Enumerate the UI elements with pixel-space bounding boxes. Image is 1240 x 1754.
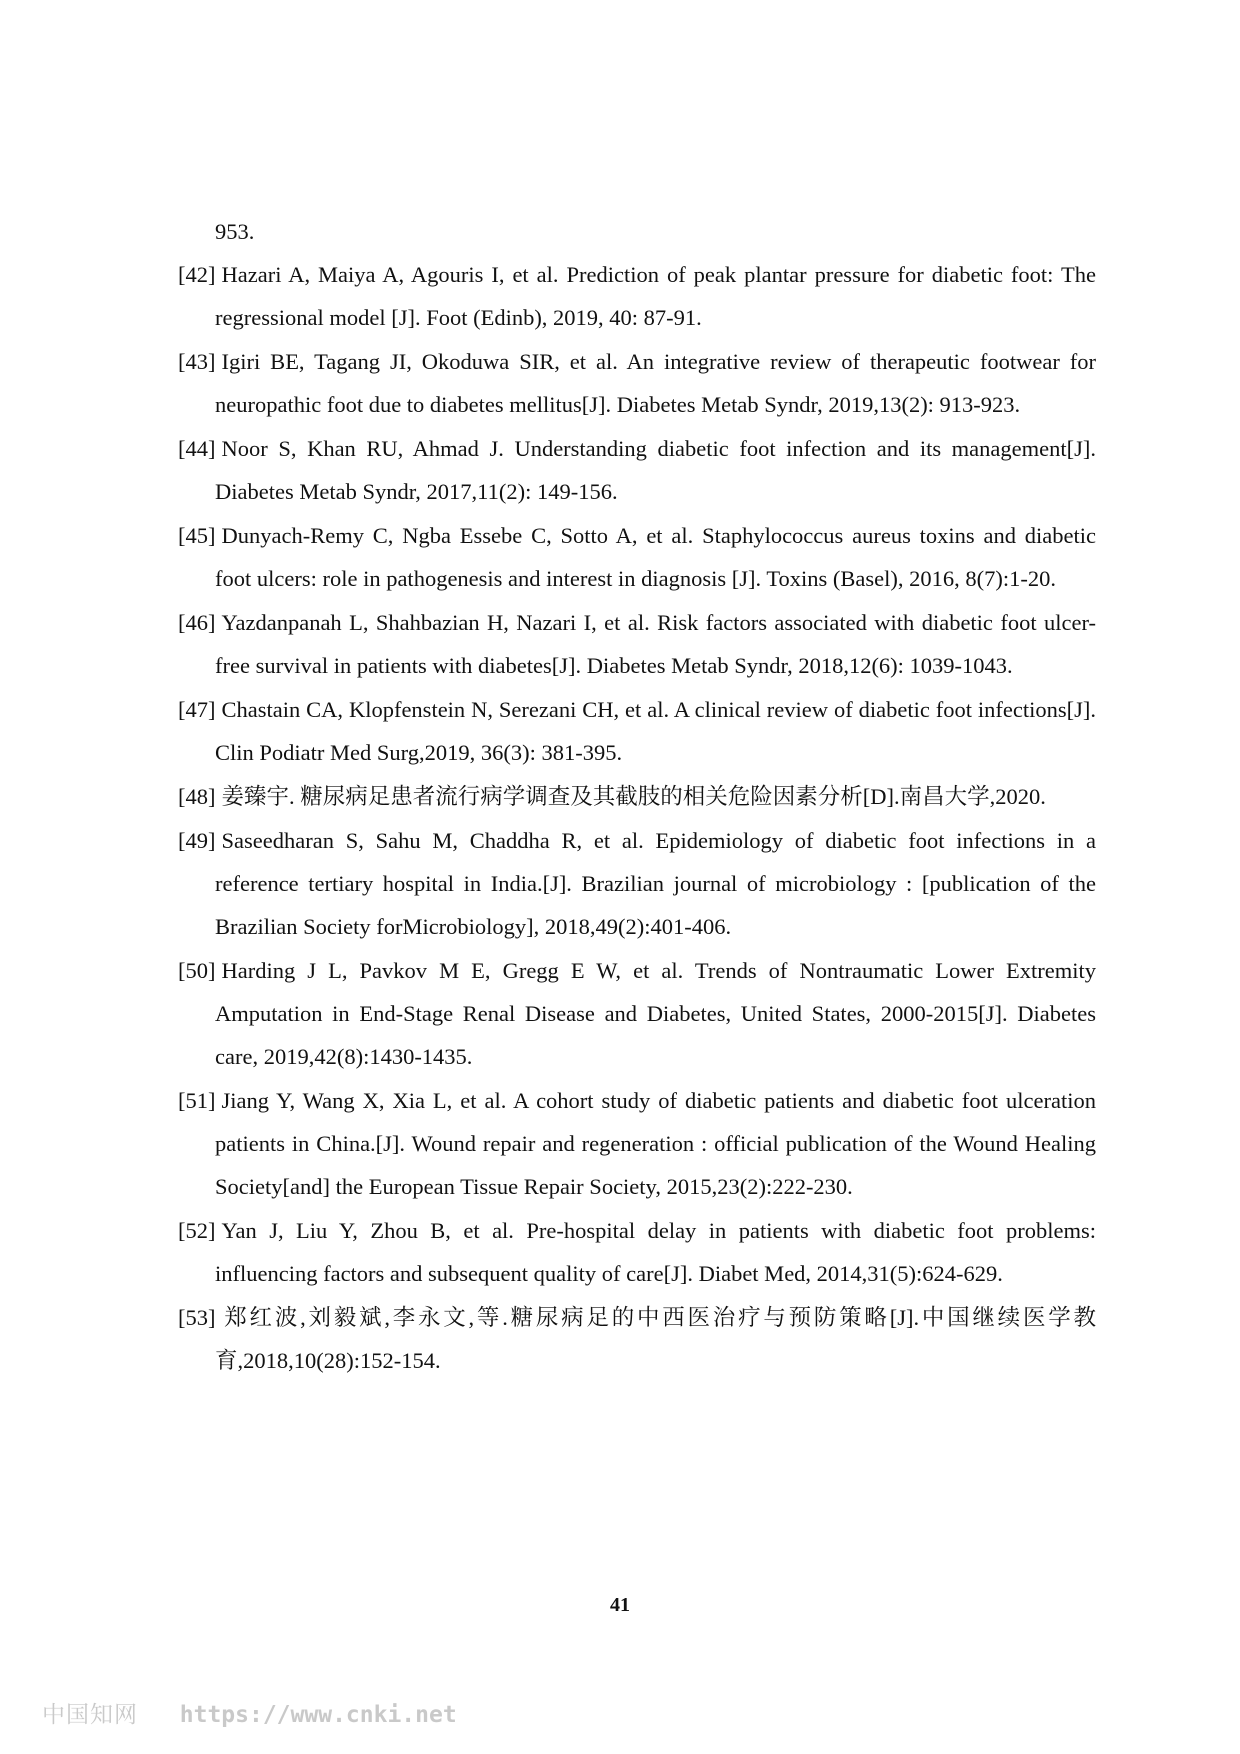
reference-text: Noor S, Khan RU, Ahmad J. Understanding diabetic foot infection and its management[J]. Diabetes Metab Syndr, 2017,11(2): 149-156. [215, 436, 1096, 504]
reference-item [178, 340, 1096, 426]
watermark-brand: 中国知网 [42, 1702, 138, 1728]
reference-list [178, 210, 1096, 1383]
reference-continuation: 953. [215, 219, 255, 244]
reference-number: [49] [178, 828, 216, 853]
reference-text: 姜臻宇. 糖尿病足患者流行病学调查及其截肢的相关危险因素分析[D].南昌大学,2020. [221, 784, 1046, 809]
reference-item [178, 1209, 1096, 1295]
reference-text: 郑红波,刘毅斌,李永文,等.糖尿病足的中西医治疗与预防策略[J].中国继续医学教育,2018,10(28):152-154. [215, 1305, 1096, 1373]
reference-item [178, 1296, 1096, 1382]
reference-number: [47] [178, 697, 216, 722]
reference-text: Yan J, Liu Y, Zhou B, et al. Pre-hospital delay in patients with diabetic foot problems: influencing factors and subsequent quality of care[J]. Diabet Med, 2014,31(5):624-629. [215, 1218, 1096, 1286]
reference-number: [50] [178, 958, 216, 983]
watermark [42, 1696, 457, 1729]
reference-number: [45] [178, 523, 216, 548]
reference-item [178, 949, 1096, 1078]
reference-text: Saseedharan S, Sahu M, Chaddha R, et al. Epidemiology of diabetic foot infections in a reference tertiary hospital in India.[J]. Brazilian journal of microbiology : [publication of the Brazilian Society forMicrobiology], 2018,49(2):401-406. [215, 828, 1096, 939]
reference-item [178, 601, 1096, 687]
reference-item [178, 253, 1096, 339]
reference-text: Hazari A, Maiya A, Agouris I, et al. Prediction of peak plantar pressure for diabetic foot: The regressional model [J]. Foot (Edinb), 2019, 40: 87-91. [215, 262, 1096, 330]
reference-text: Jiang Y, Wang X, Xia L, et al. A cohort study of diabetic patients and diabetic foot ulceration patients in China.[J]. Wound repair and regeneration : official publication of the Wound Healing Society[and] the European Tissue Repair Society, 2015,23(2):222-230. [215, 1088, 1096, 1199]
reference-number: [42] [178, 262, 216, 287]
reference-number: [44] [178, 436, 216, 461]
watermark-url: https://www.cnki.net [179, 1702, 457, 1728]
reference-item [178, 514, 1096, 600]
reference-text: Igiri BE, Tagang JI, Okoduwa SIR, et al. An integrative review of therapeutic footwear for neuropathic foot due to diabetes mellitus[J]. Diabetes Metab Syndr, 2019,13(2): 913-923. [215, 349, 1096, 417]
reference-text: Harding J L, Pavkov M E, Gregg E W, et al. Trends of Nontraumatic Lower Extremity Amputation in End-Stage Renal Disease and Diabetes, United States, 2000-2015[J]. Diabetes care, 2019,42(8):1430-1435. [215, 958, 1096, 1069]
reference-item [178, 775, 1096, 818]
reference-item [178, 688, 1096, 774]
reference-number: [43] [178, 349, 216, 374]
reference-item [178, 1079, 1096, 1208]
reference-number: [53] [178, 1305, 216, 1330]
reference-item [178, 819, 1096, 948]
reference-item [178, 427, 1096, 513]
reference-number: [52] [178, 1218, 216, 1243]
reference-number: [48] [178, 784, 216, 809]
page-number: 41 [610, 1594, 630, 1616]
reference-number: [46] [178, 610, 216, 635]
reference-text: Chastain CA, Klopfenstein N, Serezani CH, et al. A clinical review of diabetic foot infections[J]. Clin Podiatr Med Surg,2019, 36(3): 381-395. [215, 697, 1096, 765]
reference-text: Dunyach-Remy C, Ngba Essebe C, Sotto A, et al. Staphylococcus aureus toxins and diabetic foot ulcers: role in pathogenesis and interest in diagnosis [J]. Toxins (Basel), 2016, 8(7):1-20. [215, 523, 1096, 591]
reference-number: [51] [178, 1088, 216, 1113]
reference-text: Yazdanpanah L, Shahbazian H, Nazari I, et al. Risk factors associated with diabetic foot ulcer-free survival in patients with diabetes[J]. Diabetes Metab Syndr, 2018,12(6): 1039-1043. [215, 610, 1096, 678]
